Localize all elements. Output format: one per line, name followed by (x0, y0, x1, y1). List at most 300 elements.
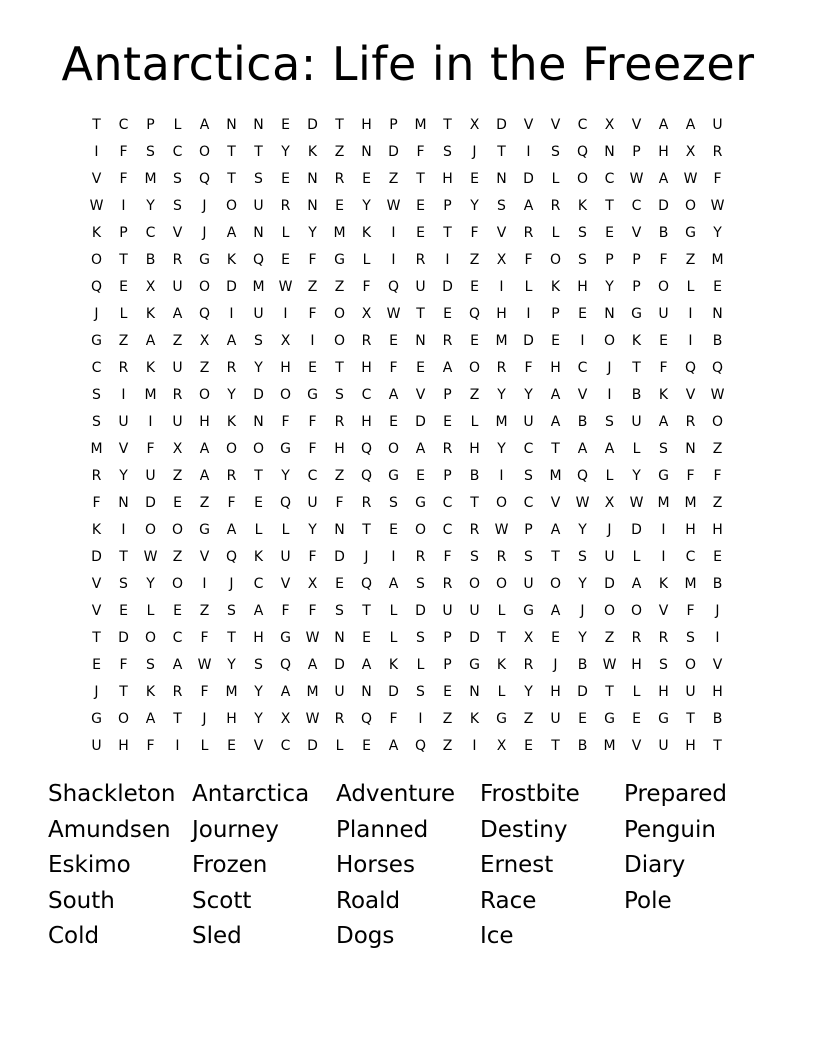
grid-cell[interactable]: A (307, 656, 318, 673)
grid-cell[interactable]: R (415, 251, 426, 268)
grid-cell[interactable]: V (91, 170, 102, 187)
grid-cell[interactable]: O (414, 521, 427, 538)
grid-cell[interactable]: H (253, 629, 264, 646)
grid-cell[interactable]: C (253, 575, 264, 592)
grid-cell[interactable]: E (389, 413, 398, 430)
grid-cell[interactable]: C (631, 197, 642, 214)
grid-cell[interactable]: G (280, 629, 291, 646)
grid-cell[interactable]: A (199, 440, 210, 457)
grid-cell[interactable]: I (661, 521, 666, 538)
grid-cell[interactable]: F (200, 629, 209, 646)
grid-cell[interactable]: S (416, 683, 425, 700)
grid-cell[interactable]: A (388, 386, 399, 403)
grid-cell[interactable]: T (713, 737, 722, 754)
grid-cell[interactable]: W (602, 656, 617, 673)
grid-cell[interactable]: T (335, 116, 344, 133)
grid-cell[interactable]: O (576, 170, 589, 187)
grid-cell[interactable]: U (172, 359, 183, 376)
grid-cell[interactable]: E (551, 629, 560, 646)
grid-cell[interactable]: W (710, 197, 725, 214)
grid-cell[interactable]: Y (578, 629, 587, 646)
grid-cell[interactable]: L (146, 602, 155, 619)
grid-cell[interactable]: E (443, 683, 452, 700)
grid-cell[interactable]: U (91, 737, 102, 754)
grid-cell[interactable]: C (91, 359, 102, 376)
grid-cell[interactable]: E (92, 656, 101, 673)
grid-cell[interactable]: M (225, 683, 238, 700)
grid-cell[interactable]: Z (685, 251, 696, 268)
grid-cell[interactable]: W (386, 305, 401, 322)
grid-cell[interactable]: N (469, 683, 480, 700)
grid-cell[interactable]: Z (199, 602, 210, 619)
grid-cell[interactable]: A (145, 332, 156, 349)
grid-cell[interactable]: S (659, 440, 668, 457)
grid-cell[interactable]: L (389, 629, 398, 646)
grid-cell[interactable]: C (361, 386, 372, 403)
grid-cell[interactable]: W (386, 197, 401, 214)
grid-cell[interactable]: G (496, 710, 507, 727)
grid-cell[interactable]: S (578, 548, 587, 565)
grid-cell[interactable]: D (253, 386, 264, 403)
grid-cell[interactable]: Z (199, 494, 210, 511)
grid-cell[interactable]: K (496, 656, 507, 673)
grid-cell[interactable]: E (254, 494, 263, 511)
grid-cell[interactable]: A (550, 602, 561, 619)
grid-cell[interactable]: F (659, 251, 668, 268)
grid-cell[interactable]: A (658, 116, 669, 133)
grid-cell[interactable]: N (253, 116, 264, 133)
grid-cell[interactable]: B (658, 224, 669, 241)
grid-cell[interactable]: S (605, 413, 614, 430)
grid-cell[interactable]: T (92, 629, 101, 646)
grid-cell[interactable]: U (685, 683, 696, 700)
grid-cell[interactable]: W (683, 170, 698, 187)
grid-cell[interactable]: C (280, 737, 291, 754)
grid-cell[interactable]: I (418, 710, 423, 727)
grid-cell[interactable]: A (226, 224, 237, 241)
grid-cell[interactable]: X (172, 440, 183, 457)
grid-cell[interactable]: O (144, 629, 157, 646)
grid-cell[interactable]: D (388, 143, 399, 160)
grid-cell[interactable]: E (578, 710, 587, 727)
grid-cell[interactable]: S (173, 170, 182, 187)
grid-cell[interactable]: S (119, 575, 128, 592)
grid-cell[interactable]: X (280, 710, 291, 727)
grid-cell[interactable]: T (632, 359, 641, 376)
grid-cell[interactable]: L (497, 683, 506, 700)
grid-cell[interactable]: K (388, 656, 399, 673)
grid-cell[interactable]: M (711, 251, 724, 268)
grid-cell[interactable]: O (198, 386, 211, 403)
grid-cell[interactable]: S (416, 629, 425, 646)
grid-cell[interactable]: P (443, 467, 452, 484)
grid-cell[interactable]: S (470, 548, 479, 565)
grid-cell[interactable]: I (607, 386, 612, 403)
grid-cell[interactable]: Q (576, 143, 589, 160)
grid-cell[interactable]: Z (172, 548, 183, 565)
grid-cell[interactable]: C (577, 116, 588, 133)
grid-cell[interactable]: E (443, 413, 452, 430)
grid-cell[interactable]: G (658, 467, 669, 484)
grid-cell[interactable]: E (281, 251, 290, 268)
grid-cell[interactable]: O (657, 278, 670, 295)
grid-cell[interactable]: L (173, 116, 182, 133)
grid-cell[interactable]: T (551, 737, 560, 754)
grid-cell[interactable]: U (469, 602, 480, 619)
grid-cell[interactable]: V (685, 386, 696, 403)
grid-cell[interactable]: R (469, 521, 480, 538)
grid-cell[interactable]: D (334, 656, 345, 673)
grid-cell[interactable]: V (577, 386, 588, 403)
grid-cell[interactable]: T (119, 548, 128, 565)
grid-cell[interactable]: T (227, 170, 236, 187)
grid-cell[interactable]: H (280, 359, 291, 376)
grid-cell[interactable]: Y (578, 521, 587, 538)
grid-cell[interactable]: H (361, 116, 372, 133)
grid-cell[interactable]: G (658, 710, 669, 727)
grid-cell[interactable]: F (119, 656, 128, 673)
grid-cell[interactable]: M (333, 224, 346, 241)
grid-cell[interactable]: E (416, 467, 425, 484)
grid-cell[interactable]: G (280, 440, 291, 457)
grid-cell[interactable]: V (91, 575, 102, 592)
grid-cell[interactable]: I (391, 251, 396, 268)
grid-cell[interactable]: D (631, 521, 642, 538)
grid-cell[interactable]: Y (254, 359, 263, 376)
grid-cell[interactable]: R (361, 332, 372, 349)
grid-cell[interactable]: A (253, 602, 264, 619)
grid-cell[interactable]: H (226, 710, 237, 727)
grid-cell[interactable]: R (334, 710, 345, 727)
grid-cell[interactable]: Q (684, 359, 697, 376)
grid-cell[interactable]: K (361, 224, 372, 241)
grid-cell[interactable]: F (92, 494, 101, 511)
grid-cell[interactable]: M (252, 278, 265, 295)
grid-cell[interactable]: P (632, 251, 641, 268)
grid-cell[interactable]: A (550, 413, 561, 430)
grid-cell[interactable]: U (712, 116, 723, 133)
grid-cell[interactable]: K (145, 305, 156, 322)
grid-cell[interactable]: K (631, 332, 642, 349)
grid-cell[interactable]: Q (387, 278, 400, 295)
grid-cell[interactable]: L (551, 224, 560, 241)
grid-cell[interactable]: F (470, 224, 479, 241)
grid-cell[interactable]: S (524, 548, 533, 565)
grid-cell[interactable]: S (335, 386, 344, 403)
grid-cell[interactable]: S (686, 629, 695, 646)
grid-cell[interactable]: L (389, 602, 398, 619)
grid-cell[interactable]: L (605, 467, 614, 484)
grid-cell[interactable]: H (631, 656, 642, 673)
grid-cell[interactable]: J (553, 656, 558, 673)
grid-cell[interactable]: D (604, 575, 615, 592)
grid-cell[interactable]: A (658, 170, 669, 187)
grid-cell[interactable]: S (254, 170, 263, 187)
grid-cell[interactable]: T (686, 710, 695, 727)
grid-cell[interactable]: F (389, 359, 398, 376)
grid-cell[interactable]: R (523, 656, 534, 673)
grid-cell[interactable]: F (335, 494, 344, 511)
grid-cell[interactable]: Y (281, 467, 290, 484)
grid-cell[interactable]: L (632, 440, 641, 457)
grid-cell[interactable]: F (389, 710, 398, 727)
grid-cell[interactable]: J (202, 197, 207, 214)
grid-cell[interactable]: V (253, 737, 264, 754)
grid-cell[interactable]: V (91, 602, 102, 619)
grid-cell[interactable]: D (334, 548, 345, 565)
grid-cell[interactable]: K (577, 197, 588, 214)
grid-cell[interactable]: J (607, 521, 612, 538)
grid-cell[interactable]: U (550, 710, 561, 727)
grid-cell[interactable]: T (362, 521, 371, 538)
grid-cell[interactable]: J (580, 602, 585, 619)
grid-cell[interactable]: R (172, 683, 183, 700)
grid-cell[interactable]: H (469, 440, 480, 457)
grid-cell[interactable]: T (497, 143, 506, 160)
grid-cell[interactable]: P (146, 116, 155, 133)
grid-cell[interactable]: K (658, 386, 669, 403)
grid-cell[interactable]: R (550, 197, 561, 214)
grid-cell[interactable]: S (92, 413, 101, 430)
grid-cell[interactable]: B (469, 467, 480, 484)
grid-cell[interactable]: Z (712, 494, 723, 511)
grid-cell[interactable]: I (121, 386, 126, 403)
grid-cell[interactable]: Q (225, 548, 238, 565)
grid-cell[interactable]: L (335, 737, 344, 754)
grid-cell[interactable]: E (362, 629, 371, 646)
grid-cell[interactable]: E (308, 359, 317, 376)
grid-cell[interactable]: E (227, 737, 236, 754)
grid-cell[interactable]: L (551, 170, 560, 187)
grid-cell[interactable]: R (172, 386, 183, 403)
grid-cell[interactable]: E (713, 548, 722, 565)
grid-cell[interactable]: E (389, 521, 398, 538)
grid-cell[interactable]: V (712, 656, 723, 673)
grid-cell[interactable]: F (308, 440, 317, 457)
grid-cell[interactable]: S (146, 143, 155, 160)
grid-cell[interactable]: J (94, 683, 99, 700)
grid-cell[interactable]: Q (198, 305, 211, 322)
grid-cell[interactable]: O (252, 440, 265, 457)
grid-cell[interactable]: Y (227, 386, 236, 403)
grid-cell[interactable]: S (173, 197, 182, 214)
grid-cell[interactable]: V (172, 224, 183, 241)
grid-cell[interactable]: A (172, 656, 183, 673)
grid-cell[interactable]: V (631, 116, 642, 133)
grid-cell[interactable]: A (172, 305, 183, 322)
grid-cell[interactable]: I (526, 305, 531, 322)
grid-cell[interactable]: D (91, 548, 102, 565)
grid-cell[interactable]: T (335, 359, 344, 376)
grid-cell[interactable]: Q (252, 251, 265, 268)
grid-cell[interactable]: F (227, 494, 236, 511)
grid-cell[interactable]: A (604, 440, 615, 457)
grid-cell[interactable]: M (549, 467, 562, 484)
grid-cell[interactable]: H (550, 683, 561, 700)
grid-cell[interactable]: I (229, 305, 234, 322)
grid-cell[interactable]: A (442, 359, 453, 376)
grid-cell[interactable]: T (119, 683, 128, 700)
grid-cell[interactable]: O (468, 359, 481, 376)
grid-cell[interactable]: Q (360, 467, 373, 484)
grid-cell[interactable]: I (391, 224, 396, 241)
grid-cell[interactable]: D (658, 197, 669, 214)
grid-cell[interactable]: U (253, 305, 264, 322)
grid-cell[interactable]: W (197, 656, 212, 673)
grid-cell[interactable]: U (523, 575, 534, 592)
grid-cell[interactable]: M (495, 413, 508, 430)
grid-cell[interactable]: K (226, 251, 237, 268)
grid-cell[interactable]: C (307, 467, 318, 484)
grid-cell[interactable]: Q (279, 656, 292, 673)
grid-cell[interactable]: E (281, 116, 290, 133)
grid-cell[interactable]: K (145, 683, 156, 700)
grid-cell[interactable]: I (499, 278, 504, 295)
grid-cell[interactable]: D (118, 629, 129, 646)
grid-cell[interactable]: O (225, 197, 238, 214)
grid-cell[interactable]: I (391, 548, 396, 565)
grid-cell[interactable]: H (712, 521, 723, 538)
grid-cell[interactable]: A (415, 440, 426, 457)
grid-cell[interactable]: Y (524, 386, 533, 403)
grid-cell[interactable]: S (524, 467, 533, 484)
grid-cell[interactable]: L (686, 278, 695, 295)
grid-cell[interactable]: R (523, 224, 534, 241)
grid-cell[interactable]: D (145, 494, 156, 511)
grid-cell[interactable]: Y (578, 575, 587, 592)
grid-cell[interactable]: E (335, 575, 344, 592)
grid-cell[interactable]: O (684, 656, 697, 673)
grid-cell[interactable]: R (631, 629, 642, 646)
grid-cell[interactable]: U (280, 548, 291, 565)
grid-cell[interactable]: M (495, 332, 508, 349)
grid-cell[interactable]: N (361, 143, 372, 160)
grid-cell[interactable]: E (470, 170, 479, 187)
grid-cell[interactable]: B (577, 737, 588, 754)
grid-cell[interactable]: R (361, 494, 372, 511)
grid-cell[interactable]: B (712, 332, 723, 349)
grid-cell[interactable]: W (278, 278, 293, 295)
grid-cell[interactable]: Q (279, 494, 292, 511)
grid-cell[interactable]: N (685, 440, 696, 457)
grid-cell[interactable]: D (442, 278, 453, 295)
grid-cell[interactable]: L (362, 251, 371, 268)
grid-cell[interactable]: A (361, 656, 372, 673)
grid-cell[interactable]: A (226, 332, 237, 349)
grid-cell[interactable]: F (362, 278, 371, 295)
grid-cell[interactable]: X (307, 575, 318, 592)
grid-cell[interactable]: Q (360, 440, 373, 457)
grid-cell[interactable]: B (712, 575, 723, 592)
grid-cell[interactable]: T (362, 602, 371, 619)
grid-cell[interactable]: G (631, 305, 642, 322)
grid-cell[interactable]: S (551, 143, 560, 160)
grid-cell[interactable]: V (658, 602, 669, 619)
grid-cell[interactable]: N (253, 413, 264, 430)
grid-cell[interactable]: G (685, 224, 696, 241)
grid-cell[interactable]: W (305, 629, 320, 646)
grid-cell[interactable]: W (575, 494, 590, 511)
grid-cell[interactable]: J (607, 359, 612, 376)
grid-cell[interactable]: U (334, 683, 345, 700)
grid-cell[interactable]: L (416, 656, 425, 673)
grid-cell[interactable]: Y (524, 683, 533, 700)
grid-cell[interactable]: I (283, 305, 288, 322)
grid-cell[interactable]: D (415, 602, 426, 619)
grid-cell[interactable]: S (497, 197, 506, 214)
grid-cell[interactable]: L (632, 683, 641, 700)
grid-cell[interactable]: M (603, 737, 616, 754)
grid-cell[interactable]: F (416, 143, 425, 160)
grid-cell[interactable]: I (175, 737, 180, 754)
grid-cell[interactable]: D (307, 116, 318, 133)
grid-cell[interactable]: M (684, 494, 697, 511)
grid-cell[interactable]: E (335, 197, 344, 214)
grid-cell[interactable]: N (604, 143, 615, 160)
grid-cell[interactable]: W (629, 170, 644, 187)
letter-grid[interactable] (83, 111, 731, 759)
grid-cell[interactable]: E (281, 170, 290, 187)
grid-cell[interactable]: Y (119, 467, 128, 484)
grid-cell[interactable]: N (226, 116, 237, 133)
grid-cell[interactable]: X (604, 494, 615, 511)
grid-cell[interactable]: O (198, 143, 211, 160)
grid-cell[interactable]: I (148, 413, 153, 430)
grid-cell[interactable]: A (631, 575, 642, 592)
grid-cell[interactable]: X (523, 629, 534, 646)
grid-cell[interactable]: F (119, 143, 128, 160)
grid-cell[interactable]: X (604, 116, 615, 133)
grid-cell[interactable]: D (577, 683, 588, 700)
grid-cell[interactable]: L (254, 521, 263, 538)
grid-cell[interactable]: F (146, 440, 155, 457)
grid-cell[interactable]: N (307, 170, 318, 187)
grid-cell[interactable]: H (577, 278, 588, 295)
grid-cell[interactable]: G (334, 251, 345, 268)
grid-cell[interactable]: G (469, 656, 480, 673)
grid-cell[interactable]: N (496, 170, 507, 187)
grid-cell[interactable]: E (173, 494, 182, 511)
grid-cell[interactable]: O (387, 440, 400, 457)
grid-cell[interactable]: M (306, 683, 319, 700)
grid-cell[interactable]: F (119, 170, 128, 187)
grid-cell[interactable]: V (550, 116, 561, 133)
grid-cell[interactable]: E (659, 332, 668, 349)
grid-cell[interactable]: T (416, 305, 425, 322)
grid-cell[interactable]: F (308, 413, 317, 430)
grid-cell[interactable]: H (685, 737, 696, 754)
grid-cell[interactable]: T (605, 197, 614, 214)
grid-cell[interactable]: G (415, 494, 426, 511)
grid-cell[interactable]: O (603, 602, 616, 619)
grid-cell[interactable]: E (632, 710, 641, 727)
grid-cell[interactable]: I (202, 575, 207, 592)
grid-cell[interactable]: W (143, 548, 158, 565)
grid-cell[interactable]: S (254, 332, 263, 349)
grid-cell[interactable]: C (604, 170, 615, 187)
grid-cell[interactable]: B (631, 386, 642, 403)
grid-cell[interactable]: O (225, 440, 238, 457)
grid-cell[interactable]: H (118, 737, 129, 754)
grid-cell[interactable]: C (172, 143, 183, 160)
grid-cell[interactable]: Z (523, 710, 534, 727)
grid-cell[interactable]: R (712, 143, 723, 160)
grid-cell[interactable]: O (549, 575, 562, 592)
grid-cell[interactable]: Q (360, 575, 373, 592)
grid-cell[interactable]: H (199, 413, 210, 430)
grid-cell[interactable]: F (308, 602, 317, 619)
grid-cell[interactable]: J (364, 548, 369, 565)
